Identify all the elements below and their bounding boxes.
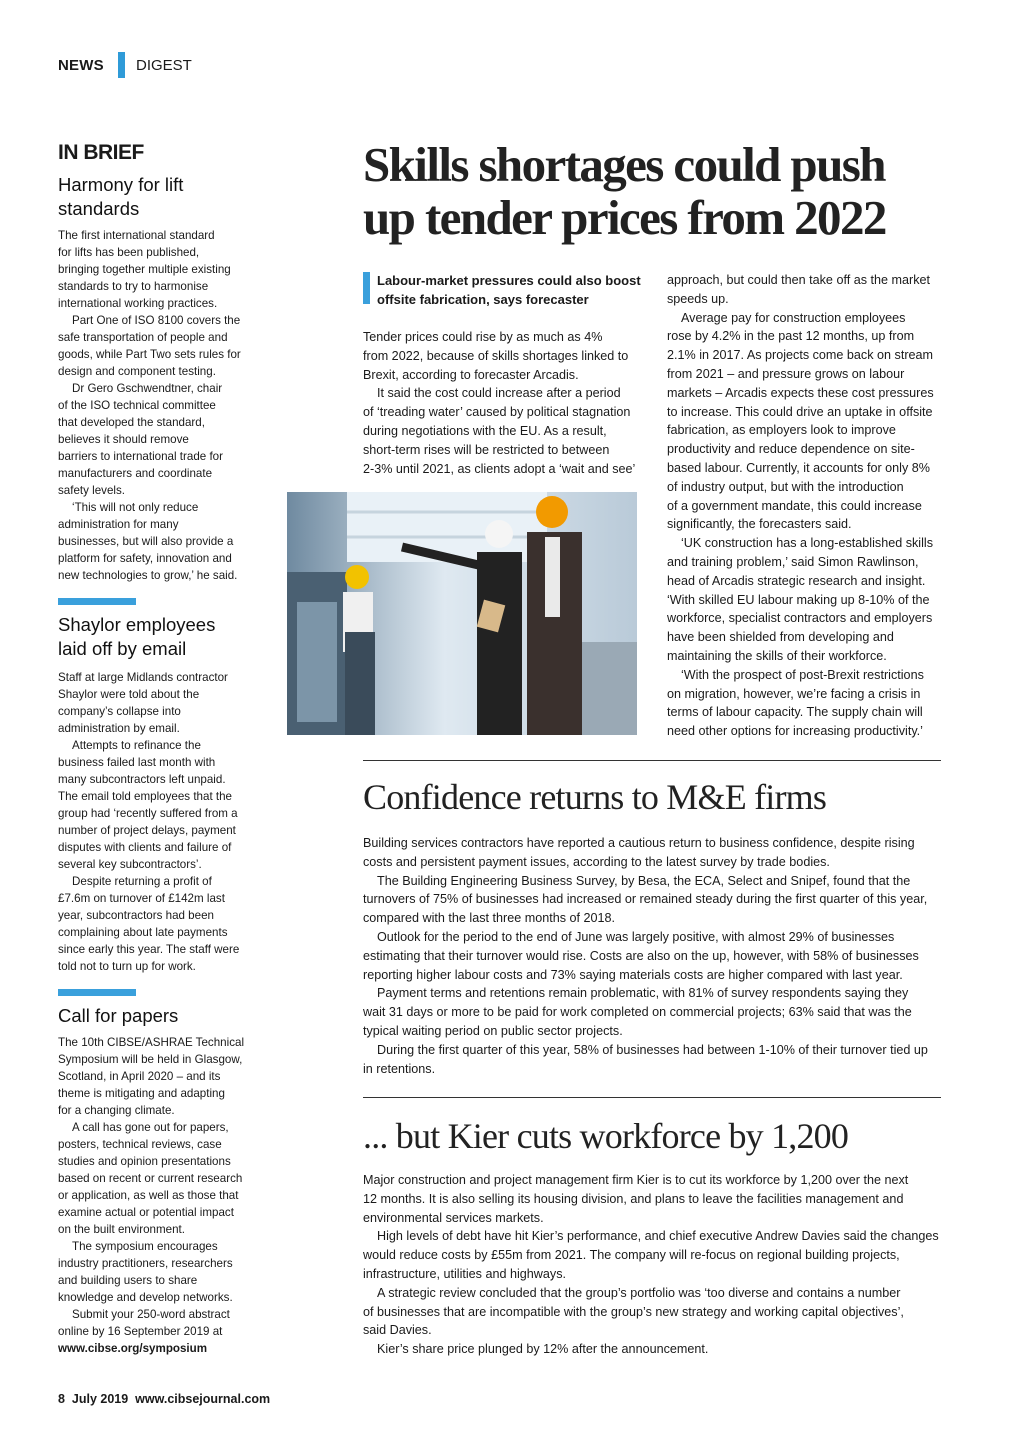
text-line: rose by 4.2% in the past 12 months, up from [667, 329, 915, 344]
text-line: believes it should remove [58, 433, 189, 446]
text-line: goods, while Part Two sets rules for [58, 348, 241, 361]
standfirst [377, 271, 641, 309]
text-line: examine actual or potential impact [58, 1206, 234, 1219]
text-line: Tender prices could rise by as much as 4% [363, 330, 603, 344]
text-line: or application, as well as those that [58, 1189, 239, 1202]
text-line: disputes with clients and failure of [58, 841, 232, 854]
text-line: platform for safety, innovation and [58, 552, 232, 565]
text-line: that developed the standard, [58, 416, 205, 429]
text-line: knowledge and develop networks. [58, 1291, 233, 1304]
text-line: approach, but could then take off as the market [667, 273, 931, 287]
page-number: 8 [58, 1392, 65, 1406]
text-line: Building services contractors have reported a cautious return to business confidence, despite rising [363, 836, 915, 850]
text-line: Despite returning a profit of [72, 875, 212, 888]
text-line: of ‘treading water’ caused by political stagnation [363, 405, 631, 420]
text-line: from 2021 – and pressure grows on labour [667, 366, 905, 381]
section-divider [118, 52, 125, 78]
article-body [363, 1171, 939, 1359]
text-line: several key subcontractors’. [58, 858, 202, 871]
text-line: turnovers of 75% of businesses had increased or remained steady during the first quarter of this year, [363, 892, 928, 907]
text-line: for a changing climate. [58, 1104, 175, 1117]
website-link[interactable]: www.cibsejournal.com [135, 1392, 271, 1406]
text-line: have been shielded from developing and [667, 630, 894, 645]
heading-line: Harmony for lift [58, 174, 184, 195]
text-line: administration by email. [58, 722, 180, 735]
text-line: standards to try to harmonise [58, 280, 209, 293]
brief-heading [58, 173, 183, 220]
article-divider [363, 760, 941, 761]
brief-heading [58, 1004, 178, 1028]
text-line: manufacturers and coordinate [58, 467, 213, 480]
text-line: bringing together multiple existing [58, 263, 231, 276]
text-line: group had ‘recently suffered from a [58, 807, 238, 820]
text-line: compared with the last three months of 2018. [363, 911, 616, 926]
brief-body [58, 1034, 244, 1357]
text-line: Scotland, in April 2020 – and its [58, 1070, 221, 1083]
text-line: Part One of ISO 8100 covers the [72, 314, 241, 327]
text-line: Shaylor were told about the [58, 688, 200, 701]
text-line: since early this year. The staff were [58, 943, 240, 956]
text-line: of the ISO technical committee [58, 399, 216, 412]
lead-body-col2 [667, 271, 934, 741]
text-line: posters, technical reviews, case [58, 1138, 222, 1151]
standfirst-line: Labour-market pressures could also boost [377, 273, 641, 288]
text-line: barriers to international trade for [58, 450, 223, 463]
text-line: online by 16 September 2019 at [58, 1325, 223, 1338]
text-line: told not to turn up for work. [58, 960, 196, 973]
text-line: Average pay for construction employees [681, 310, 906, 325]
text-line: during negotiations with the EU. As a result, [363, 423, 607, 438]
text-line: workforce, specialist contractors and employers [667, 611, 933, 626]
text-line: based on recent or current research [58, 1172, 243, 1185]
text-line: ‘With the prospect of post-Brexit restrictions [681, 667, 924, 682]
text-line: of businesses that are incompatible with the group’s new strategy and working capital objectives’, [363, 1304, 904, 1319]
text-line: The 10th CIBSE/ASHRAE Technical [58, 1036, 245, 1049]
text-line: wait 31 days or more to be paid for work completed on commercial projects; 63% said that was the [363, 1005, 912, 1020]
section-separator [58, 989, 136, 996]
text-line: businesses, but will also provide a [58, 535, 234, 548]
text-line: High levels of debt have hit Kier’s performance, and chief executive Andrew Davies said the changes [377, 1229, 939, 1244]
text-line: The symposium encourages [72, 1240, 218, 1253]
text-line: theme is mitigating and adapting [58, 1087, 225, 1100]
in-brief-title: IN BRIEF [58, 141, 144, 164]
text-line: international working practices. [58, 297, 218, 310]
text-line: typical waiting period on public sector projects. [363, 1023, 623, 1038]
lead-body-col1 [363, 328, 635, 478]
text-line: significantly, the forecasters said. [667, 517, 852, 532]
text-line: It said the cost could increase after a period [377, 386, 621, 401]
text-line: in retentions. [363, 1061, 436, 1076]
text-line: The email told employees that the [58, 790, 233, 803]
text-line: productivity and reduce dependence on site- [667, 442, 915, 457]
headline-line: Skills shortages could push [363, 137, 885, 192]
text-line: need other options for increasing productivity.’ [667, 724, 923, 739]
text-line: Outlook for the period to the end of June was largely positive, with almost 29% of businesses [377, 929, 895, 944]
text-line: company’s collapse into [58, 705, 181, 718]
brief-heading [58, 613, 215, 660]
subsection-label: DIGEST [136, 57, 192, 74]
text-line: £7.6m on turnover of £142m last [58, 892, 225, 905]
text-line: ‘With skilled EU labour making up 8-10% of the [667, 592, 930, 607]
issue-date: July 2019 [71, 1392, 129, 1406]
text-line: 2.1% in 2017. As projects come back on stream [667, 348, 934, 363]
text-line: infrastructure, utilities and highways. [363, 1266, 566, 1281]
page-footer [58, 1392, 270, 1406]
text-line: would reduce costs by £55m from 2021. The company will re-focus on regional building projects, [363, 1248, 900, 1263]
text-line: estimating that their turnover would rise. Costs are also on the up, however, with 58% of businesses [363, 948, 919, 963]
heading-line: laid off by email [58, 637, 187, 659]
text-line: number of project delays, payment [58, 824, 236, 837]
text-line: on migration, however, we’re facing a crisis in [667, 686, 921, 701]
text-line: safe transportation of people and [58, 331, 228, 344]
text-line: Symposium will be held in Glasgow, [58, 1053, 243, 1066]
text-line: reporting higher labour costs and 73% saying materials costs are higher compared with last year. [363, 967, 903, 982]
text-line: maintaining the skills of their workforce. [667, 648, 887, 663]
text-line: Payment terms and retentions remain problematic, with 81% of survey respondents saying they [377, 986, 909, 1001]
symposium-link[interactable]: www.cibse.org/symposium [58, 1342, 208, 1355]
text-line: studies and opinion presentations [58, 1155, 231, 1168]
heading-line: Call for papers [58, 1005, 179, 1026]
text-line: of a government mandate, this could increase [667, 498, 922, 513]
text-line: and training problem,’ said Simon Rawlinson, [667, 554, 919, 569]
text-line: from 2022, because of skills shortages linked to [363, 348, 629, 363]
text-line: Submit your 250-word abstract [72, 1308, 230, 1321]
text-line: design and component testing. [58, 365, 216, 378]
text-line: During the first quarter of this year, 58% of businesses had between 1-10% of their turnover tied up [377, 1042, 928, 1057]
heading-line: Shaylor employees [58, 614, 216, 635]
article-divider [363, 1097, 941, 1098]
text-line: complaining about late payments [58, 926, 228, 939]
text-line: Attempts to refinance the [72, 739, 201, 752]
text-line: ‘This will not only reduce [72, 501, 199, 514]
section-label: NEWS [58, 57, 104, 74]
text-line: 12 months. It is also selling its housing division, and plans to leave the facilities management and [363, 1191, 904, 1206]
section-separator [58, 598, 136, 605]
text-line: Kier’s share price plunged by 12% after the announcement. [377, 1342, 709, 1357]
text-line: year, subcontractors had been [58, 909, 214, 922]
text-line: of industry output, but with the introduction [667, 479, 904, 494]
text-line: Dr Gero Gschwendtner, chair [72, 382, 223, 395]
brief-body [58, 227, 241, 584]
brief-body [58, 669, 239, 975]
standfirst-bar [363, 272, 370, 304]
article-headline: ... but Kier cuts workforce by 1,200 [363, 1116, 849, 1156]
article-body [363, 834, 928, 1078]
text-line: A call has gone out for papers, [72, 1121, 229, 1134]
standfirst-line: offsite fabrication, says forecaster [377, 292, 589, 307]
text-line: industry practitioners, researchers [58, 1257, 233, 1270]
text-line: Major construction and project management firm Kier is to cut its workforce by 1,200 over the next [363, 1173, 909, 1187]
text-line: based labour. Currently, it accounts for only 8% [667, 460, 930, 475]
text-line: ‘UK construction has a long-established skills [681, 536, 933, 551]
text-line: many subcontractors left unpaid. [58, 773, 226, 786]
text-line: Staff at large Midlands contractor [58, 671, 228, 684]
text-line: safety levels. [58, 484, 126, 497]
text-line: on the built environment. [58, 1223, 185, 1236]
text-line: business failed last month with [58, 756, 216, 769]
article-headline: Confidence returns to M&E firms [363, 777, 827, 817]
text-line: costs and persistent payment issues, according to the latest survey by trade bodies. [363, 854, 830, 869]
text-line: to increase. This could drive an uptake in offsite [667, 404, 933, 419]
text-line: new technologies to grow,’ he said. [58, 569, 238, 582]
text-line: said Davies. [363, 1323, 432, 1338]
text-line: for lifts has been published, [58, 246, 200, 259]
text-line: and building users to share [58, 1274, 198, 1287]
text-line: short-term rises will be restricted to between [363, 442, 610, 457]
text-line: head of Arcadis strategic research and insight. [667, 573, 926, 588]
factory-photo [287, 492, 637, 735]
text-line: speeds up. [667, 291, 729, 306]
text-line: Brexit, according to forecaster Arcadis. [363, 367, 579, 382]
lead-headline [363, 138, 886, 244]
text-line: environmental services markets. [363, 1210, 544, 1225]
heading-line: standards [58, 197, 140, 219]
headline-line: up tender prices from 2022 [363, 190, 886, 245]
text-line: fabrication, as employers look to improve [667, 423, 896, 438]
text-line: 2-3% until 2021, as clients adopt a ‘wait and see’ [363, 461, 636, 476]
text-line: terms of labour capacity. The supply chain will [667, 705, 923, 720]
text-line: administration for many [58, 518, 179, 531]
text-line: markets – Arcadis expects these cost pressures [667, 385, 934, 400]
text-line: The first international standard [58, 229, 215, 242]
text-line: A strategic review concluded that the group’s portfolio was ‘too diverse and contains a number [377, 1285, 901, 1300]
text-line: The Building Engineering Business Survey, by Besa, the ECA, Select and Snipef, found that the [377, 873, 911, 888]
